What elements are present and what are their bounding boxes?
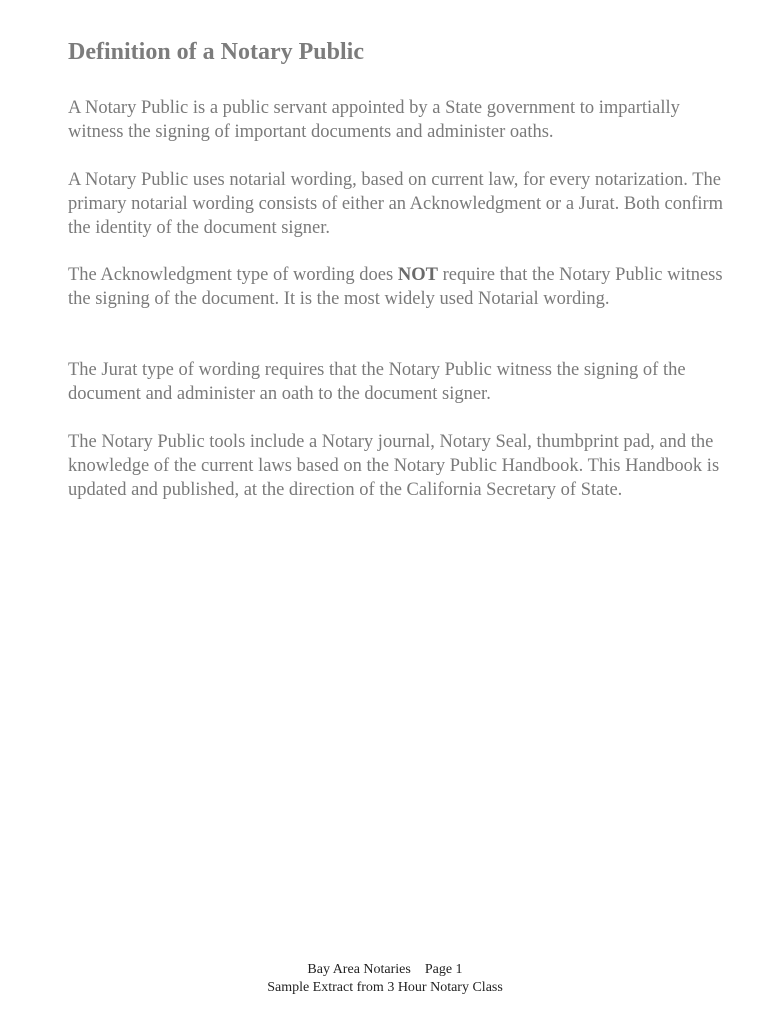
paragraph-acknowledgment [68, 263, 728, 311]
footer-organization: Bay Area Notaries [307, 962, 411, 977]
paragraph-jurat: The Jurat type of wording requires that the Notary Public witness the signing of the document and administer an oath to the document signer. [68, 360, 686, 404]
acknowledgment-text-end: require that the Notary Public witness the signing of the document. It is the most widely used Notarial wording. [68, 265, 723, 309]
acknowledgment-text-start: The Acknowledgment type of wording does [68, 265, 398, 285]
page-title: Definition of a Notary Public [68, 39, 364, 65]
not-emphasis: NOT [397, 265, 438, 285]
paragraph-definition: A Notary Public is a public servant appointed by a State government to impartially witness the signing of important documents and administer oaths. [68, 98, 680, 142]
page-number: Page 1 [424, 962, 463, 977]
paragraph-notarial-wording: A Notary Public uses notarial wording, based on current law, for every notarization. The primary notarial wording consists of either an Acknowledgment or a Jurat. Both confirm the identity of the document signer. [68, 170, 724, 238]
footer-line [0, 961, 770, 979]
paragraph-notary-tools: The Notary Public tools include a Notary journal, Notary Seal, thumbprint pad, and the knowledge of the current laws based on the Notary Public Handbook. This Handbook is updated and published, at the direction of the California Secretary of State. [68, 432, 720, 500]
footer-subtitle: Sample Extract from 3 Hour Notary Class [267, 980, 503, 995]
